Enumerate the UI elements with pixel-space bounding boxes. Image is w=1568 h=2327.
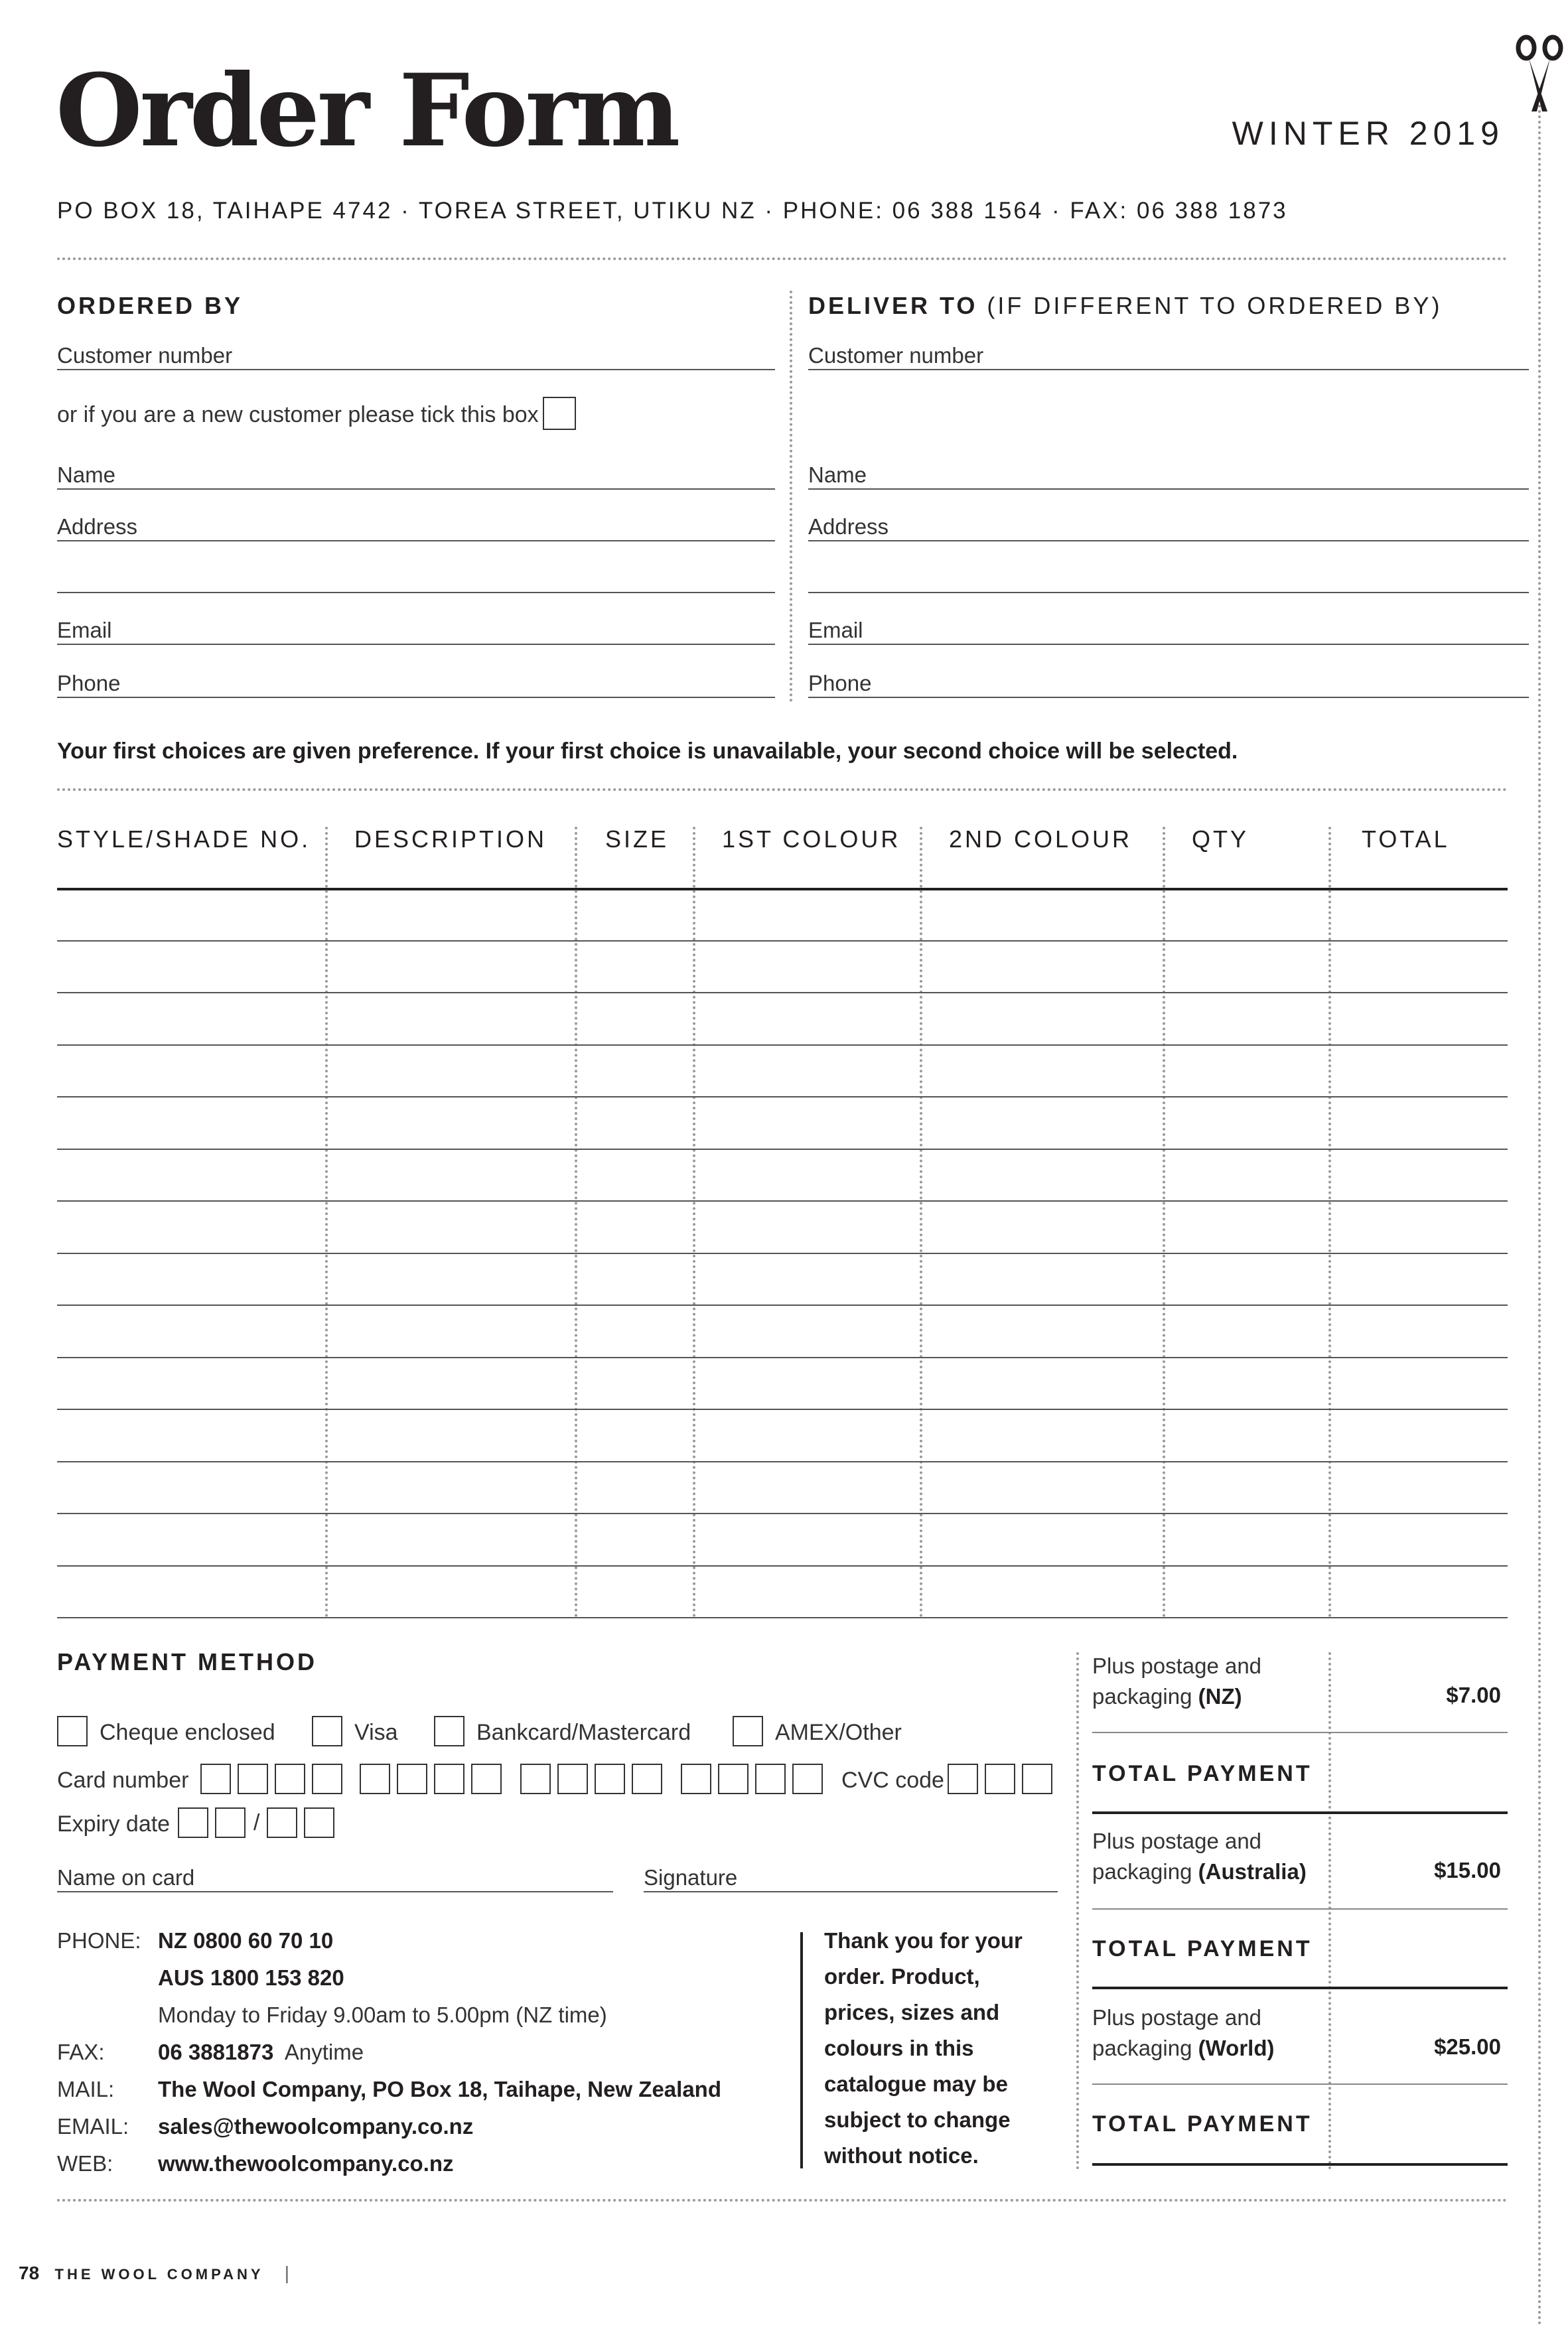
card-digit-cell[interactable] xyxy=(718,1764,748,1794)
table-row[interactable] xyxy=(57,1461,1508,1462)
divider xyxy=(57,2199,1508,2202)
mail-address: The Wool Company, PO Box 18, Taihape, New Zealand xyxy=(158,2077,721,2101)
column-divider xyxy=(693,827,695,1618)
card-digit-cell[interactable] xyxy=(312,1764,342,1794)
email-field[interactable] xyxy=(57,617,775,645)
table-header-rule xyxy=(57,888,1508,890)
deliver-to-note: (IF DIFFERENT TO ORDERED BY) xyxy=(987,292,1443,319)
card-digit-cell[interactable] xyxy=(681,1764,711,1794)
postage-world-label xyxy=(1092,2003,1324,2064)
cheque-label: Cheque enclosed xyxy=(100,1720,275,1745)
table-row[interactable] xyxy=(57,1305,1508,1306)
postage-world-text: Plus postage and packaging xyxy=(1092,2005,1262,2060)
card-digit-cell[interactable] xyxy=(434,1764,464,1794)
column-header-size: SIZE xyxy=(605,825,670,853)
divider xyxy=(1092,1732,1508,1733)
field-label: Customer number xyxy=(808,343,984,368)
new-customer-label: or if you are a new customer please tick this box xyxy=(57,402,539,427)
cut-line xyxy=(1538,100,1541,2327)
total-payment-australia-label: TOTAL PAYMENT xyxy=(1092,1936,1313,1961)
name-field[interactable] xyxy=(57,462,775,490)
postage-nz-label xyxy=(1092,1651,1324,1712)
column-divider xyxy=(1328,827,1331,1618)
table-row[interactable] xyxy=(57,1409,1508,1410)
postage-nz-text: Plus postage and packaging xyxy=(1092,1654,1262,1709)
expiry-digit-cell[interactable] xyxy=(267,1807,297,1838)
deliver-address-field[interactable] xyxy=(808,514,1529,541)
deliver-phone-field[interactable] xyxy=(808,670,1529,698)
fax-label: FAX: xyxy=(57,2040,105,2064)
deliver-name-field[interactable] xyxy=(808,462,1529,490)
column-divider xyxy=(920,827,922,1618)
fax-note: Anytime xyxy=(284,2040,364,2064)
field-label: Email xyxy=(808,618,863,642)
postage-world-region: (World) xyxy=(1198,2036,1275,2060)
field-label: Email xyxy=(57,618,112,642)
divider xyxy=(790,291,792,702)
postage-nz-amount: $7.00 xyxy=(1446,1683,1501,1707)
table-row[interactable] xyxy=(57,1357,1508,1358)
page-title: Order Form xyxy=(56,52,678,169)
address-field-line-2[interactable] xyxy=(57,565,775,593)
column-divider xyxy=(1163,827,1165,1618)
divider xyxy=(1092,2083,1508,2085)
card-digit-cell[interactable] xyxy=(275,1764,305,1794)
column-header-total: TOTAL xyxy=(1362,825,1450,853)
card-digit-cell[interactable] xyxy=(520,1764,551,1794)
note-bar xyxy=(800,1932,803,2168)
web-label: WEB: xyxy=(57,2151,113,2176)
table-row[interactable] xyxy=(57,1617,1508,1618)
expiry-label: Expiry date xyxy=(57,1811,171,1837)
footer-brand: THE WOOL COMPANY xyxy=(54,2266,264,2283)
total-payment-nz-field[interactable] xyxy=(1092,1811,1508,1814)
deliver-to-heading xyxy=(808,292,1442,320)
deliver-customer-number-field[interactable] xyxy=(808,342,1529,370)
column-header-description: DESCRIPTION xyxy=(354,825,547,853)
visa-label: Visa xyxy=(354,1720,398,1745)
divider xyxy=(1076,1652,1079,2170)
card-digit-cell[interactable] xyxy=(557,1764,588,1794)
divider xyxy=(57,257,1508,260)
table-row[interactable] xyxy=(57,1044,1508,1046)
cheque-checkbox[interactable] xyxy=(57,1716,88,1746)
season-label: WINTER 2019 xyxy=(1232,115,1504,152)
card-digit-cell[interactable] xyxy=(755,1764,786,1794)
total-payment-world-label: TOTAL PAYMENT xyxy=(1092,2111,1313,2137)
cvc-input[interactable] xyxy=(948,1764,1054,1797)
column-header-style: STYLE/SHADE NO. xyxy=(57,825,311,853)
field-label: Name on card xyxy=(57,1865,195,1890)
postage-australia-label xyxy=(1092,1826,1324,1887)
card-number-input[interactable] xyxy=(200,1764,827,1797)
phone-label: PHONE: xyxy=(57,1928,141,1953)
field-label: Address xyxy=(808,514,889,539)
signature-field[interactable] xyxy=(644,1865,1058,1892)
field-label: Name xyxy=(808,462,867,487)
card-number-label: Card number xyxy=(57,1768,189,1793)
card-digit-cell[interactable] xyxy=(632,1764,662,1794)
table-row[interactable] xyxy=(57,992,1508,993)
thank-you-note: Thank you for your order. Product, prices, sizes and colours in this catalogue may be subject to change without notice. xyxy=(824,1928,1023,2168)
cvc-digit-cell[interactable] xyxy=(985,1764,1015,1794)
field-label: Address xyxy=(57,514,138,539)
field-label: Phone xyxy=(808,671,872,695)
email-label: EMAIL: xyxy=(57,2114,129,2139)
fax-value xyxy=(158,2040,364,2065)
card-digit-cell[interactable] xyxy=(360,1764,390,1794)
page-footer xyxy=(19,2263,289,2284)
total-payment-world-field[interactable] xyxy=(1092,2163,1508,2166)
payment-method-heading: PAYMENT METHOD xyxy=(57,1648,318,1675)
footer-separator: | xyxy=(284,2263,289,2283)
table-row[interactable] xyxy=(57,1200,1508,1202)
cvc-digit-cell[interactable] xyxy=(948,1764,978,1794)
column-divider xyxy=(325,827,328,1618)
bankcard-label: Bankcard/Mastercard xyxy=(476,1720,691,1745)
name-on-card-field[interactable] xyxy=(57,1865,613,1892)
visa-checkbox[interactable] xyxy=(312,1716,342,1746)
deliver-to-heading-text: DELIVER TO xyxy=(808,292,978,319)
company-address-line: PO BOX 18, TAIHAPE 4742 · TOREA STREET, UTIKU NZ · PHONE: 06 388 1564 · FAX: 06 388 1873 xyxy=(57,198,1288,224)
card-digit-cell[interactable] xyxy=(595,1764,625,1794)
field-label: Signature xyxy=(644,1865,738,1890)
expiry-digit-cell[interactable] xyxy=(215,1807,246,1838)
table-row[interactable] xyxy=(57,1253,1508,1254)
column-divider xyxy=(575,827,577,1618)
ordered-by-heading: ORDERED BY xyxy=(57,292,244,319)
table-row[interactable] xyxy=(57,940,1508,942)
phone-aus: AUS 1800 153 820 xyxy=(158,1965,344,1990)
cvc-label: CVC code xyxy=(841,1768,944,1793)
divider xyxy=(57,788,1508,791)
card-digit-cell[interactable] xyxy=(200,1764,231,1794)
expiry-input[interactable] xyxy=(178,1807,337,1841)
column-header-2nd-colour: 2ND COLOUR xyxy=(949,825,1133,853)
postage-australia-text: Plus postage and packaging xyxy=(1092,1829,1262,1884)
expiry-separator: / xyxy=(253,1810,260,1835)
address-field[interactable] xyxy=(57,514,775,541)
column-header-1st-colour: 1ST COLOUR xyxy=(722,825,901,853)
table-row[interactable] xyxy=(57,1565,1508,1567)
column-header-qty: QTY xyxy=(1192,825,1249,853)
total-payment-nz-label: TOTAL PAYMENT xyxy=(1092,1761,1313,1786)
divider xyxy=(1328,1652,1331,2170)
amex-label: AMEX/Other xyxy=(775,1720,902,1745)
deliver-email-field[interactable] xyxy=(808,617,1529,645)
phone-field[interactable] xyxy=(57,670,775,698)
postage-nz-region: (NZ) xyxy=(1198,1684,1242,1709)
card-digit-cell[interactable] xyxy=(792,1764,823,1794)
card-digit-cell[interactable] xyxy=(471,1764,502,1794)
card-digit-cell[interactable] xyxy=(397,1764,427,1794)
page-number: 78 xyxy=(19,2263,40,2283)
phone-nz: NZ 0800 60 70 10 xyxy=(158,1928,334,1953)
scissors-icon xyxy=(1514,33,1565,113)
divider xyxy=(1092,1908,1508,1910)
amex-checkbox[interactable] xyxy=(733,1716,763,1746)
postage-australia-amount: $15.00 xyxy=(1434,1858,1501,1882)
cvc-digit-cell[interactable] xyxy=(1022,1764,1052,1794)
expiry-digit-cell[interactable] xyxy=(178,1807,208,1838)
postage-australia-region: (Australia) xyxy=(1198,1859,1307,1884)
website: www.thewoolcompany.co.nz xyxy=(158,2151,454,2176)
field-label: Customer number xyxy=(57,343,233,368)
mail-label: MAIL: xyxy=(57,2077,115,2101)
table-row[interactable] xyxy=(57,1149,1508,1150)
customer-number-field[interactable] xyxy=(57,342,775,370)
total-payment-australia-field[interactable] xyxy=(1092,1987,1508,1989)
card-digit-cell[interactable] xyxy=(238,1764,268,1794)
new-customer-checkbox[interactable] xyxy=(543,397,576,430)
deliver-address-field-line-2[interactable] xyxy=(808,565,1529,593)
expiry-digit-cell[interactable] xyxy=(304,1807,334,1838)
table-row[interactable] xyxy=(57,1513,1508,1514)
field-label: Phone xyxy=(57,671,121,695)
fax-number: 06 3881873 xyxy=(158,2040,274,2064)
field-label: Name xyxy=(57,462,116,487)
phone-hours: Monday to Friday 9.00am to 5.00pm (NZ time) xyxy=(158,2003,607,2027)
table-row[interactable] xyxy=(57,1096,1508,1097)
preference-note: Your first choices are given preference. If your first choice is unavailable, your second choice will be selected. xyxy=(57,739,1238,764)
postage-world-amount: $25.00 xyxy=(1434,2034,1501,2059)
email-address: sales@thewoolcompany.co.nz xyxy=(158,2114,474,2139)
bankcard-checkbox[interactable] xyxy=(434,1716,464,1746)
